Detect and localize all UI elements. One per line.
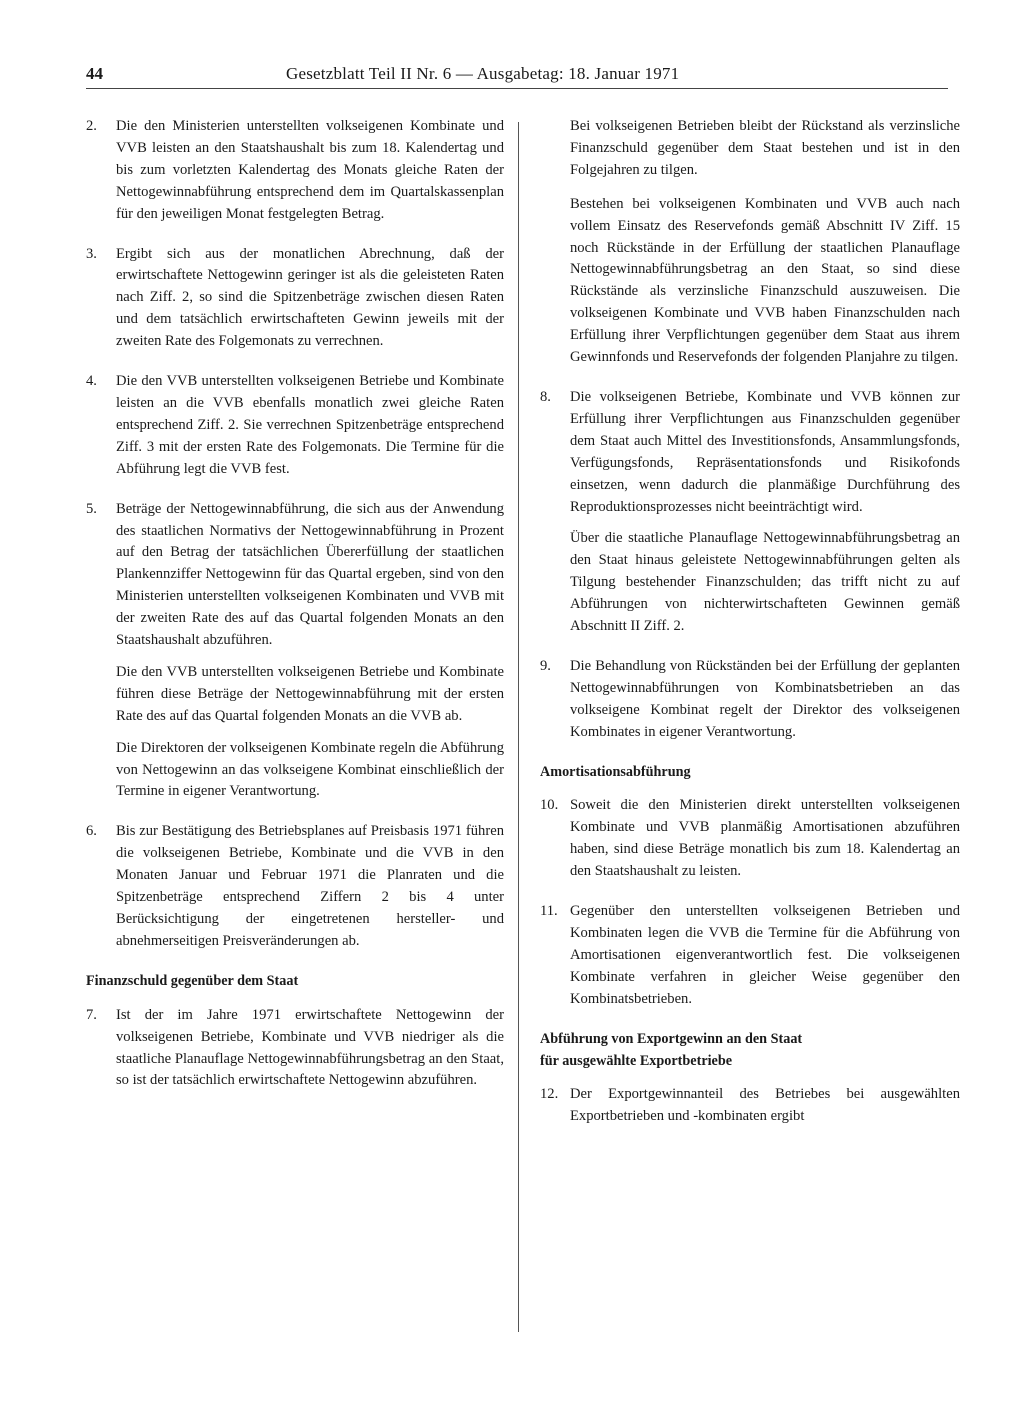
list-item: [86, 116, 504, 226]
section-heading: [540, 1029, 960, 1073]
item-number: 6.: [86, 823, 97, 840]
item-text: Die den Ministerien unterstellten volkseigenen Kombinate und VVB leisten an den Staatshaushalt bis zum 18. Kalendertag und bis zum vorletzten Kalendertag des Monats gleiche Raten der Nettogewinnabführung entsprechend dem im Quartalskassenplan für den jeweiligen Monat festgelegten Betrag.: [116, 118, 504, 222]
list-item: [540, 1084, 960, 1128]
item-number: 8.: [540, 388, 551, 405]
list-item: [540, 656, 960, 744]
item-number: 10.: [540, 797, 559, 814]
item-number: 12.: [540, 1086, 559, 1103]
continued-paragraph: Bei volkseigenen Betrieben bleibt der Rückstand als verzinsliche Finanzschuld gegenüber dem Staat bestehen und ist in den Folgejahren zu tilgen.: [570, 118, 960, 178]
item-number: 7.: [86, 1006, 97, 1023]
item-text: Gegenüber den unterstellten volkseigenen Betrieben und Kombinaten legen die VVB die Termine für die Abführung von Amortisationen eigenverantwortlich fest. Die volkseigenen Kombinate verfahren in gleicher Weise gegenüber den Kombinatsbetrieben.: [570, 903, 960, 1007]
list-item: [540, 795, 960, 883]
item-text: Ist der im Jahre 1971 erwirtschaftete Nettogewinn der volkseigenen Betriebe, Kombinate und VVB niedriger als die staatliche Planauflage Nettogewinnabführungsbetrag an den Staat, so ist der tatsächlich erwirtschaftete Nettogewinn abzuführen.: [116, 1006, 504, 1089]
item-number: 4.: [86, 373, 97, 390]
item-number: 5.: [86, 500, 97, 517]
column-divider: [518, 122, 519, 1332]
item-text: Die den VVB unterstellten volkseigenen Betriebe und Kombinate führen diese Beträge der Nettogewinnabführung mit der ersten Rate des auf das Quartal folgenden Monats an die VVB ab.: [116, 663, 504, 724]
item-text: Die Direktoren der volkseigenen Kombinate regeln die Abführung von Nettogewinn an das volkseigene Kombinat einschließlich der Termine in eigener Verantwortung.: [116, 739, 504, 800]
section-heading: Amortisationsabführung: [540, 763, 691, 780]
list-item: [540, 901, 960, 1011]
item-number: 2.: [86, 118, 97, 134]
section-heading-line: für ausgewählte Exportbetriebe: [540, 1052, 733, 1069]
list-item: [86, 499, 504, 804]
section-heading-line: Abführung von Exportgewinn an den Staat: [540, 1030, 803, 1047]
list-item: [86, 1005, 504, 1093]
page-number: 44: [86, 64, 103, 83]
item-number: 11.: [540, 903, 558, 920]
item-number: 3.: [86, 245, 97, 262]
list-item: [86, 244, 504, 354]
list-item: [86, 371, 504, 481]
item-text: Die den VVB unterstellten volkseigenen Betriebe und Kombinate leisten an die VVB ebenfalls monatlich zwei gleiche Raten entsprechend Ziff. 2. Sie verrechnen Spitzenbeträge entsprechend Ziff. 3 mit der ersten Rate des Folgemonats. Die Termine für die Abführung legt die VVB fest.: [116, 373, 504, 477]
item-number: 9.: [540, 657, 551, 674]
item-text: Bis zur Bestätigung des Betriebsplanes auf Preisbasis 1971 führen die volkseigenen Betriebe, Kombinate und die VVB in den Monaten Januar und Februar 1971 die Planraten und die Spitzenbeträge entsprechend Ziffern 2 bis 4 unter Berücksichtigung der eingetretenen hersteller- und abnehmerseitigen Preisveränderungen ab.: [116, 823, 504, 949]
list-item: [86, 821, 504, 952]
item-text: Über die staatliche Planauflage Nettogewinnabführungsbetrag an den Staat hinaus geleistete Nettogewinnabführungen gelten als Tilgung bestehender Finanzschulden; das trifft nicht zu auf Abführungen von nichterwirtschafteten Gewinnen gemäß Abschnitt II Ziff. 2.: [570, 530, 960, 635]
left-column: [86, 116, 504, 1110]
item-text: Der Exportgewinnanteil des Betriebes bei ausgewählten Exportbetrieben und -kombinaten ergibt: [570, 1086, 960, 1125]
header-title: Gesetzblatt Teil II Nr. 6 — Ausgabetag: 18. Januar 1971: [286, 64, 680, 83]
section-heading: Finanzschuld gegenüber dem Staat: [86, 972, 299, 989]
item-text: Ergibt sich aus der monatlichen Abrechnung, daß der erwirtschaftete Nettogewinn geringer ist als die geleisteten Raten nach Ziff. 2, so sind die Spitzenbeträge zwischen diesen Raten und dem tatsächlich erwirtschafteten Gewinn jeweils mit der zweiten Rate des Folgemonats zu verrechnen.: [116, 245, 504, 350]
page-header: [86, 62, 948, 89]
continued-paragraph: Bestehen bei volkseigenen Kombinaten und VVB auch nach vollem Einsatz des Reservefonds gemäß Abschnitt IV Ziff. 15 noch Rückstände in der Erfüllung der staatlichen Planauflage Nettogewinnabführungsbetrag an den Staat, so sind diese Rückstände als verzinsliche Finanzschuld auszuweisen. Die volkseigenen Kombinate und VVB haben Finanzschulden nach Erfüllung ihrer Verpflichtungen gegenüber dem Staat aus ihrem Gewinnfonds und Reservefonds der folgenden Planjahre zu tilgen.: [570, 195, 960, 366]
item-text: Die volkseigenen Betriebe, Kombinate und VVB können zur Erfüllung ihrer Verpflichtungen aus Finanzschulden gegenüber dem Staat auch Mittel des Investitionsfonds, Ansammlungsfonds, Verfügungsfonds, Repräsentationsfonds und Risikofonds einsetzen, wenn dadurch die planmäßige Durchführung des Reproduktionsprozesses nicht beeinträchtigt wird.: [570, 388, 960, 515]
item-text: Soweit die den Ministerien direkt unterstellten volkseigenen Kombinate und VVB planmäßig Amortisationen abzuführen haben, sind diese Beträge monatlich bis zum 18. Kalendertag an den Staatshaushalt zu leisten.: [570, 797, 960, 880]
item-text: Beträge der Nettogewinnabführung, die sich aus der Anwendung des staatlichen Normativs der Nettogewinnabführung in Prozent auf den Betrag der tatsächlichen Übererfüllung der staatlichen Plankennziffer Nettogewinn für das Quartal ergeben, sind von den Ministerien unterstellten volkseigenen Kombinaten und VVB mit der zweiten Rate des auf das Quartal folgenden Monats an den Staatshaushalt abzuführen.: [116, 500, 504, 649]
item-text: Die Behandlung von Rückständen bei der Erfüllung der geplanten Nettogewinnabführungen von Kombinatsbetrieben an das volkseigene Kombinat regelt der Direktor des volkseigenen Kombinates in eigener Verantwortung.: [570, 657, 960, 740]
right-column: [540, 116, 960, 1146]
list-item: [540, 387, 960, 638]
